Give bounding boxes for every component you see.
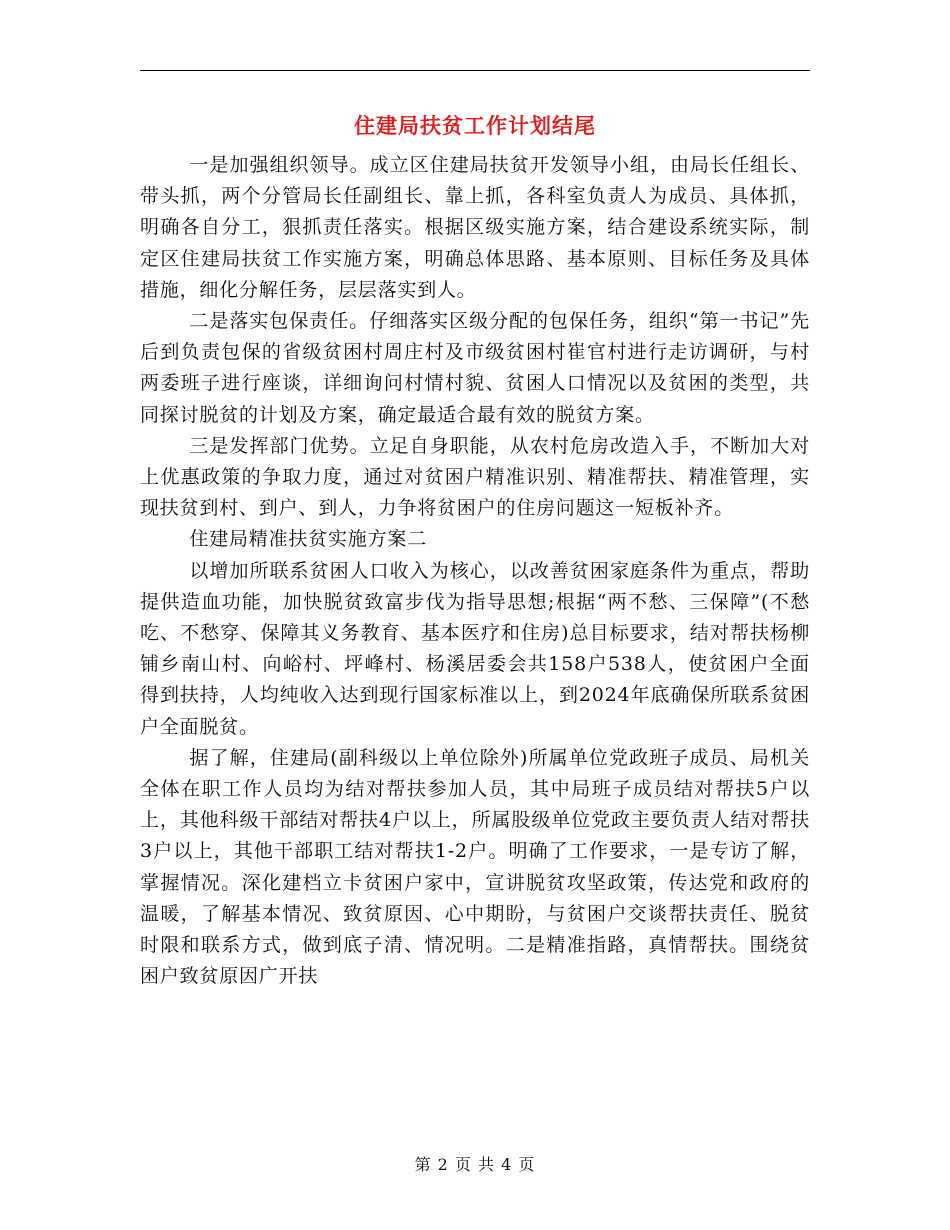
page-number: 第 2 页 共 4 页 (414, 1155, 536, 1174)
paragraph-1: 一是加强组织领导。成立区住建局扶贫开发领导小组，由局长任组长、带头抓，两个分管局长任副组长、靠上抓，各科室负责人为成员、具体抓，明确各自分工，狠抓责任落实。根据区级实施方案，结合建设系统实际，制定区住建局扶贫工作实施方案，明确总体思路、基本原则、目标任务及具体措施，细化分解任务，层层落实到人。 (140, 154, 810, 301)
document-title: 住建局扶贫工作计划结尾 (354, 113, 596, 138)
document-body (140, 150, 810, 992)
header-rule (140, 70, 810, 71)
paragraph-2: 二是落实包保责任。仔细落实区级分配的包保任务，组织“第一书记”先后到负责包保的省级贫困村周庄村及市级贫困村崔官村进行走访调研，与村两委班子进行座谈，详细询问村情村貌、贫困人口情况以及贫困的类型，共同探讨脱贫的计划及方案，确定最适合最有效的脱贫方案。 (140, 310, 810, 426)
paragraph-4: 以增加所联系贫困人口收入为核心，以改善贫困家庭条件为重点，帮助提供造血功能，加快脱贫致富步伐为指导思想;根据“两不愁、三保障”(不愁吃、不愁穿、保障其义务教育、基本医疗和住房)总目标要求，结对帮扶杨柳铺乡南山村、向峪村、坪峰村、杨溪居委会共158户538人，使贫困户全面得到扶持，人均纯收入达到现行国家标准以上，到2024年底确保所联系贫困户全面脱贫。 (140, 559, 810, 738)
page-footer (140, 1153, 810, 1177)
section-heading: 住建局精准扶贫实施方案二 (189, 528, 427, 551)
paragraph-3: 三是发挥部门优势。立足自身职能，从农村危房改造入手，不断加大对上优惠政策的争取力度，通过对贫困户精准识别、精准帮扶、精准管理，实现扶贫到村、到户、到人，力争将贫困户的住房问题这一短板补齐。 (140, 434, 810, 520)
paragraph-5: 据了解，住建局(副科级以上单位除外)所属单位党政班子成员、局机关全体在职工作人员均为结对帮扶参加人员，其中局班子成员结对帮扶5户以上，其他科级干部结对帮扶4户以上，所属股级单位党政主要负责人结对帮扶3户以上，其他干部职工结对帮扶1-2户。明确了工作要求，一是专访了解，掌握情况。深化建档立卡贫困户家中，宣讲脱贫攻坚政策，传达党和政府的温暖，了解基本情况、致贫原因、心中期盼，与贫困户交谈帮扶责任、脱贫时限和联系方式，做到底子清、情况明。二是精准指路，真情帮扶。围绕贫困户致贫原因广开扶 (140, 746, 810, 988)
